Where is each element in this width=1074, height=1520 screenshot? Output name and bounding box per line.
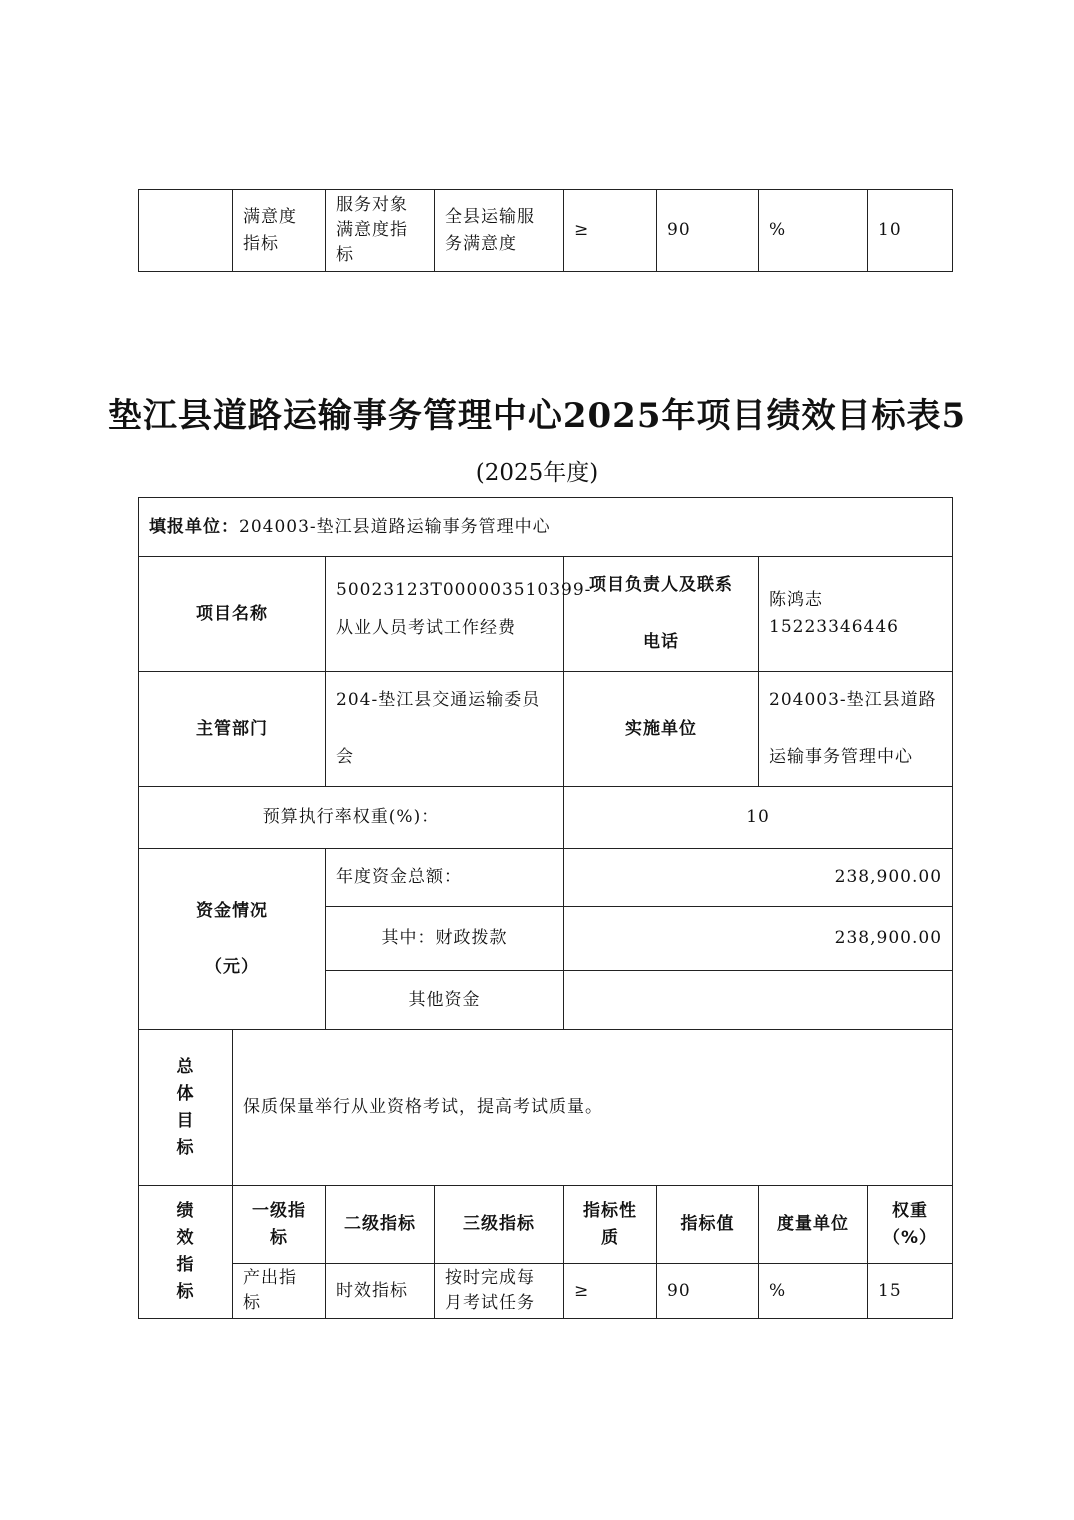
overall-goal-value: 保质保量举行从业资格考试，提高考试质量。 — [233, 1030, 953, 1186]
indicators-label: 绩 效 指 标 — [139, 1186, 233, 1319]
annual-total-label: 年度资金总额： — [326, 849, 564, 907]
table-row — [139, 190, 953, 272]
annual-total-value: 238,900.00 — [564, 849, 953, 907]
table-row — [139, 1264, 953, 1319]
other-funds-value — [564, 971, 953, 1030]
table-row — [139, 1030, 953, 1186]
cell-nature: ≥ — [564, 190, 657, 272]
cell-weight: 10 — [868, 190, 953, 272]
header-value: 指标值 — [657, 1186, 759, 1264]
header-level1: 一级指 标 — [233, 1186, 326, 1264]
cell-unit: % — [759, 190, 868, 272]
cell-level3: 全县运输服 务满意度 — [435, 190, 564, 272]
fiscal-label: 其中：财政拨款 — [326, 907, 564, 971]
header-unit: 度量单位 — [759, 1186, 868, 1264]
leader-value: 陈鸿志 15223346446 — [759, 557, 953, 672]
row1-value: 90 — [657, 1264, 759, 1319]
cell-level2: 服务对象 满意度指 标 — [326, 190, 435, 272]
filing-unit-cell — [139, 498, 953, 557]
dept-value: 204-垫江县交通运输委员 会 — [326, 672, 564, 787]
header-level3: 三级指标 — [435, 1186, 564, 1264]
cell-empty — [139, 190, 233, 272]
other-funds-label: 其他资金 — [326, 971, 564, 1030]
impl-label: 实施单位 — [564, 672, 759, 787]
page-subtitle: (2025年度) — [475, 460, 599, 486]
cell-value: 90 — [657, 190, 759, 272]
row1-unit: % — [759, 1264, 868, 1319]
page-title: 垫江县道路运输事务管理中心2025年项目绩效目标表5 — [107, 396, 967, 436]
table-row — [139, 557, 953, 672]
table-row — [139, 672, 953, 787]
table-row — [139, 849, 953, 907]
cell-level1: 满意度 指标 — [233, 190, 326, 272]
row1-nature: ≥ — [564, 1264, 657, 1319]
header-level2: 二级指标 — [326, 1186, 435, 1264]
dept-label: 主管部门 — [139, 672, 326, 787]
header-weight: 权重 （%） — [868, 1186, 953, 1264]
table-row — [139, 498, 953, 557]
row1-weight: 15 — [868, 1264, 953, 1319]
budget-rate-label: 预算执行率权重(%)： — [139, 787, 564, 849]
fiscal-value: 238,900.00 — [564, 907, 953, 971]
row1-level2: 时效指标 — [326, 1264, 435, 1319]
project-name-value: 50023123T000003510399- 从业人员考试工作经费 — [326, 557, 564, 672]
impl-value: 204003-垫江县道路 运输事务管理中心 — [759, 672, 953, 787]
performance-target-table — [138, 497, 953, 1319]
table-row — [139, 1186, 953, 1264]
previous-indicator-table — [138, 189, 953, 272]
row1-level3: 按时完成每 月考试任务 — [435, 1264, 564, 1319]
leader-label: 项目负责人及联系 电话 — [564, 557, 759, 672]
filing-unit-value: 204003-垫江县道路运输事务管理中心 — [239, 516, 551, 537]
row1-level1: 产出指 标 — [233, 1264, 326, 1319]
project-name-label: 项目名称 — [139, 557, 326, 672]
filing-unit-label: 填报单位： — [149, 516, 239, 537]
header-nature: 指标性 质 — [564, 1186, 657, 1264]
overall-goal-label: 总 体 目 标 — [139, 1030, 233, 1186]
budget-rate-value: 10 — [564, 787, 953, 849]
funds-label: 资金情况 （元） — [139, 849, 326, 1030]
table-row — [139, 787, 953, 849]
